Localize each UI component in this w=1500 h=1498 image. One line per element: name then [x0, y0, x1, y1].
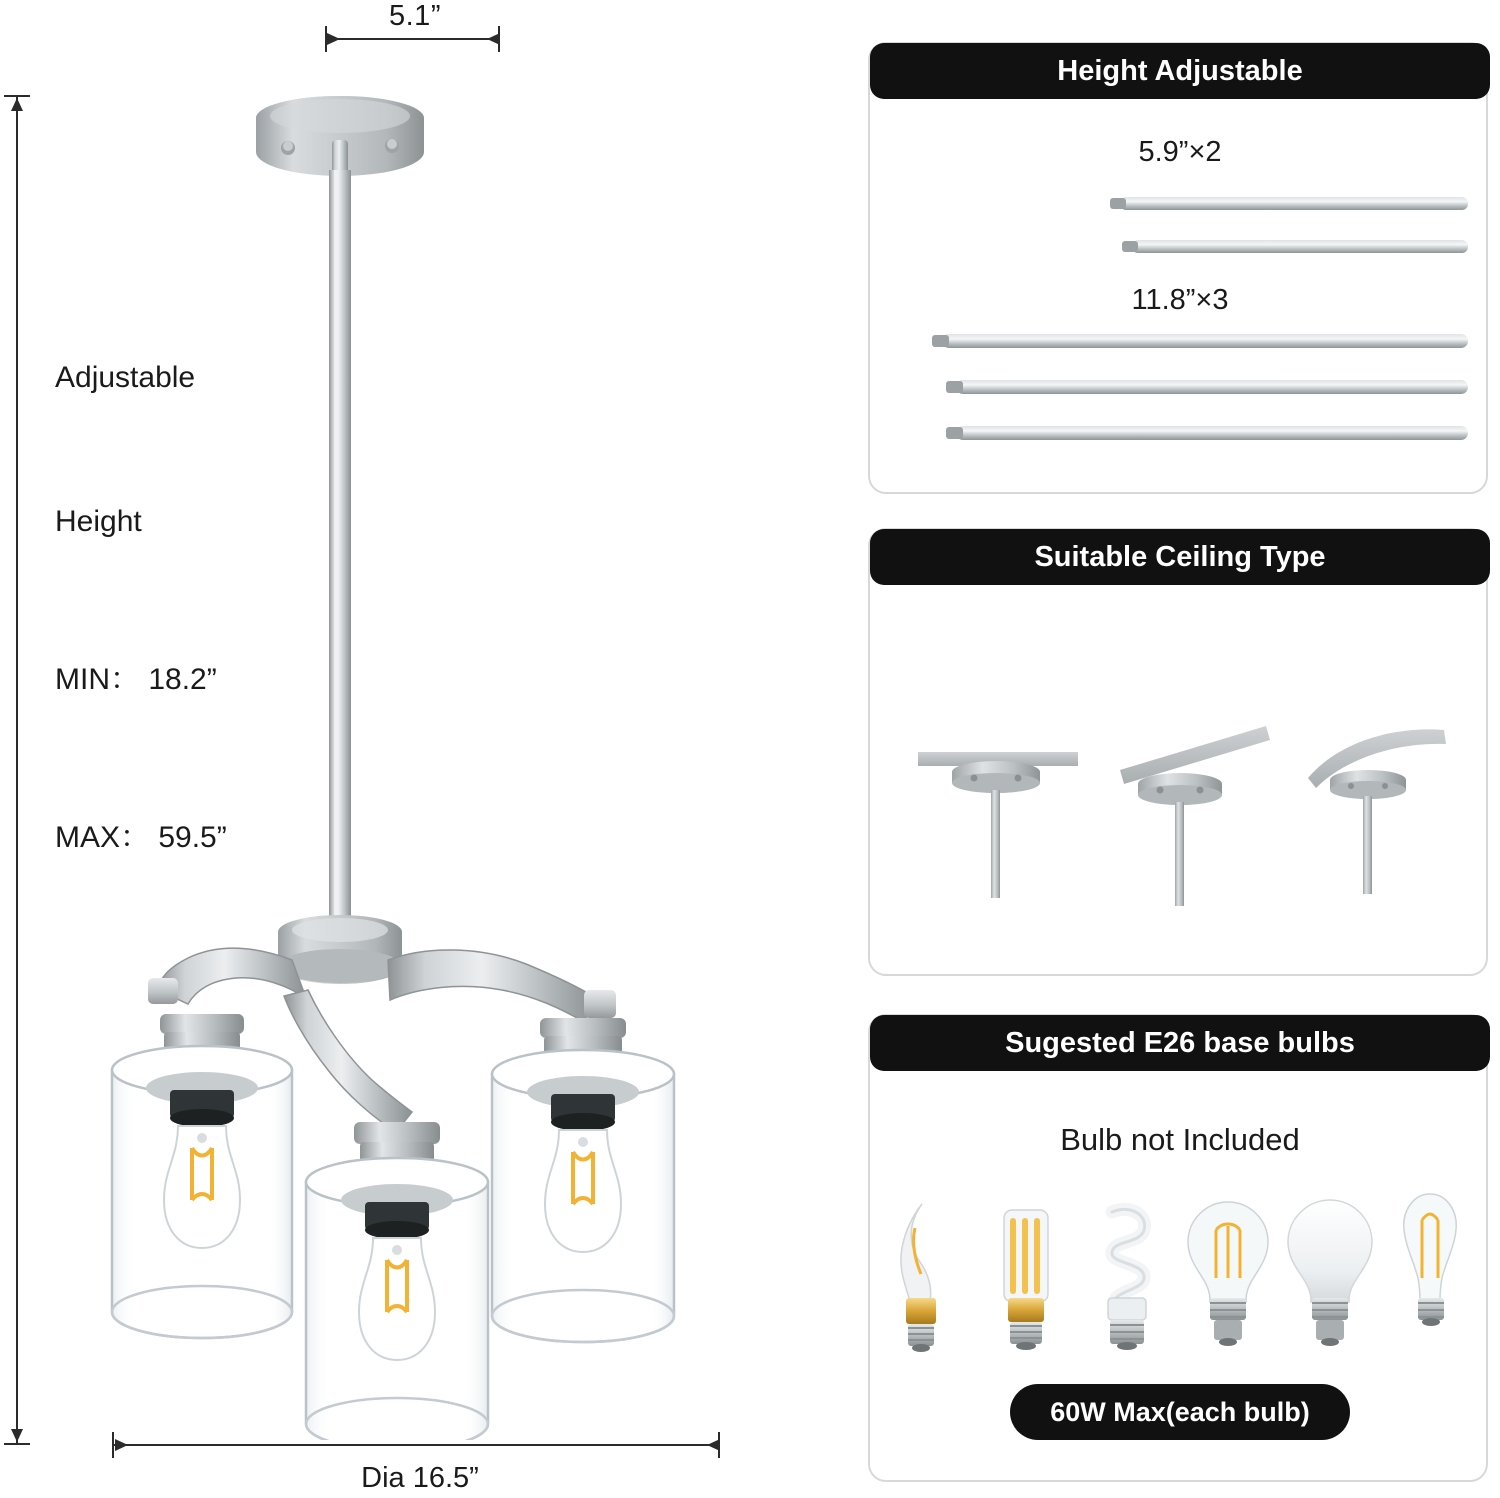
diameter-arrow-left — [115, 1439, 128, 1451]
overall-height-dimension-line — [16, 96, 18, 1444]
bulb-filament-st64 — [1404, 1194, 1456, 1326]
overall-height-tick-bottom — [4, 1443, 30, 1445]
canopy-width-arrow-right — [487, 33, 500, 45]
card-suggested-bulbs — [868, 1014, 1488, 1482]
down-rod — [329, 170, 351, 930]
rod-long-1 — [932, 334, 1468, 348]
extension-rods-illustration — [870, 44, 1490, 496]
bulb-corn-led — [1004, 1210, 1048, 1350]
bulb-frosted-a19 — [1288, 1200, 1372, 1346]
ceiling-type-flat — [918, 752, 1078, 898]
bulb-not-included-note: Bulb not Included — [1060, 1122, 1300, 1157]
diameter-arrow-right — [707, 1439, 720, 1451]
max-wattage-badge: 60W Max(each bulb) — [1010, 1384, 1350, 1440]
bulb-types-illustration — [870, 1186, 1490, 1386]
bulb-filament-a19 — [1188, 1202, 1268, 1346]
card-ceiling-type — [868, 528, 1488, 976]
rod-long-3 — [946, 426, 1468, 440]
adjustable-height-line-1: Adjustable — [55, 361, 196, 394]
rod-long-2 — [946, 380, 1468, 394]
rod-long-label: 11.8”×3 — [1131, 284, 1229, 316]
ceiling-canopy — [256, 96, 424, 176]
ceiling-types-illustration — [870, 530, 1490, 978]
adjustable-height-max: MAX： 59.5” — [55, 821, 227, 854]
overall-height-arrow-bottom — [11, 1429, 23, 1442]
right-info-column — [868, 0, 1494, 1498]
chandelier-illustration — [60, 60, 800, 1440]
diameter-dimension-line — [113, 1444, 720, 1446]
light-head-center — [306, 1122, 488, 1440]
diameter-label: Dia 16.5” — [361, 1462, 479, 1494]
rod-short-1 — [1110, 197, 1468, 210]
card-suggested-bulbs-title: Sugested E26 base bulbs — [870, 1015, 1490, 1071]
overall-height-arrow-top — [11, 98, 23, 111]
ceiling-type-sloped — [1120, 726, 1270, 906]
overall-height-tick-top — [4, 95, 30, 97]
light-head-left — [112, 1014, 292, 1338]
ceiling-type-vaulted — [1308, 729, 1446, 894]
card-height-adjustable — [868, 42, 1488, 494]
card-ceiling-type-title: Suitable Ceiling Type — [870, 529, 1490, 585]
diameter-tick-left — [112, 1432, 114, 1458]
card-height-adjustable-title: Height Adjustable — [870, 43, 1490, 99]
canopy-width-dimension-label: 5.1” — [389, 0, 441, 32]
rod-short-label: 5.9”×2 — [1138, 136, 1222, 168]
adjustable-height-line-2: Height — [55, 505, 142, 538]
rod-short-2 — [1122, 240, 1468, 253]
canopy-width-dimension-line — [325, 38, 500, 40]
canopy-width-arrow-left — [327, 33, 340, 45]
adjustable-height-min: MIN： 18.2” — [55, 663, 217, 696]
bulb-spiral-cfl — [1108, 1209, 1146, 1350]
bulb-candle-flame — [901, 1204, 936, 1352]
light-head-right — [492, 1018, 674, 1342]
